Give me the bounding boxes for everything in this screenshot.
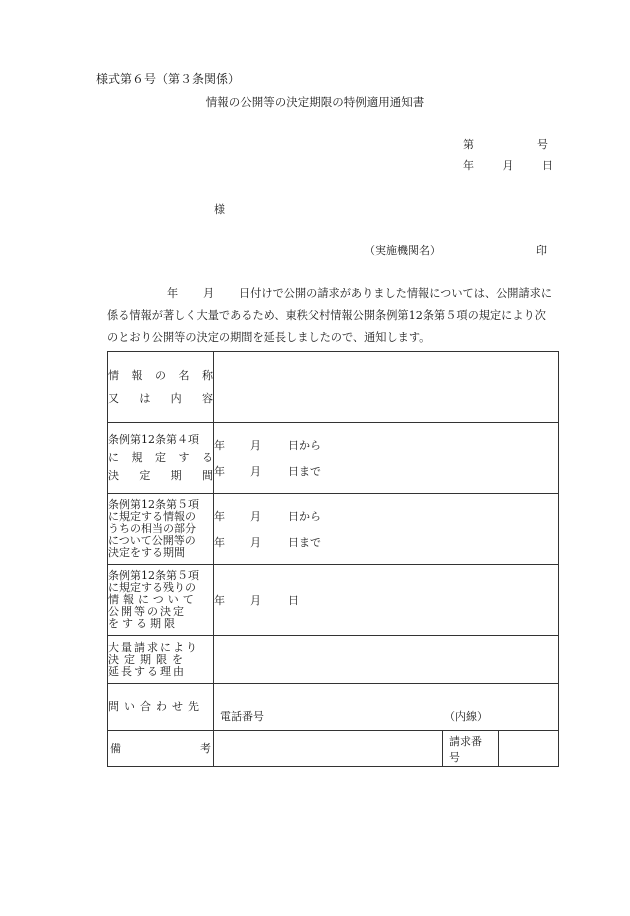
char: 内 [170,391,182,405]
phone-label: 電話番号 [220,710,264,723]
day-unit: 日まで [288,465,321,478]
char: 定 [139,469,151,482]
document-number-suffix: 号 [537,138,548,151]
day-unit: 日から [288,439,321,452]
info-name-field[interactable] [214,352,559,423]
char: 規 [131,451,143,464]
document-title: 情報の公開等の決定期限の特例適用通知書 [205,95,425,109]
request-number-text: 請求番号 [449,734,482,764]
label-line: 大量請求により [108,640,199,654]
row-contact [108,684,559,731]
month-unit: 月 [250,536,261,549]
remarks-field[interactable] [214,731,443,767]
label-line: 決定期限を [108,652,188,666]
row-article-4-period [108,423,559,494]
label-line: をする期限 [108,617,178,630]
label-line: 情報について [108,593,198,606]
label-line: 条例第12条第５項 [108,498,199,511]
period-to [214,463,558,479]
char: 情 [108,368,119,382]
article-5-remaining-label [108,565,214,636]
article-4-label-line-1: 条例第12条第４項 [108,433,199,446]
article-5-remaining-field[interactable] [214,565,559,636]
year-unit: 年 [214,465,225,478]
issue-date [463,157,553,173]
notice-body [107,283,567,349]
deadline-date [214,592,558,608]
year-unit: 年 [214,510,225,523]
body-year: 年 [167,287,179,300]
row-extension-reason [108,636,559,684]
row-info-name [108,352,559,423]
char: の [155,368,166,382]
contact-label [108,684,214,731]
article-4-period-label [108,423,214,494]
year-unit: 年 [214,536,225,549]
label-line: 延長する理由 [108,664,186,678]
label-line: 条例第12条第５項 [108,569,199,582]
year-unit: 年 [214,439,225,452]
char: 考 [200,741,211,755]
notice-body-line-2: 係る情報が著しく大量であるため、東秩父村情報公開条例第12条第５項の規定により次 [107,309,546,322]
label-line: 決定をする期間 [108,546,185,559]
extension-reason-field[interactable] [214,636,559,684]
article-4-period-field[interactable] [214,423,559,494]
char: る [202,451,213,464]
month-unit: 月 [250,510,261,523]
label-line: 公開等の決定 [108,605,186,618]
seal-mark: 印 [536,244,547,257]
addressee-suffix: 様 [214,203,225,216]
day-unit: 日まで [288,536,321,549]
month-unit: 月 [250,594,261,607]
period-from [214,437,558,453]
label-line: について公開等の [108,534,196,547]
label-line: に規定する情報の [108,510,196,523]
request-number-label [443,731,499,767]
extension-label: （内線） [444,710,488,723]
issue-date-day: 日 [542,159,553,172]
day-unit: 日 [288,594,299,607]
day-unit: 日から [288,510,321,523]
contact-field[interactable] [214,684,559,731]
article-5-partial-field[interactable] [214,494,559,565]
row-remarks [108,731,559,767]
label-line: うちの相当の部分 [108,522,196,535]
char: 称 [202,368,213,382]
contact-label-text: 問い合わせ先 [108,700,204,713]
document-number-label: 第 [463,138,474,151]
year-unit: 年 [214,594,225,607]
row-article-5-partial-period [108,494,559,565]
form-number: 様式第６号（第３条関係） [96,72,241,86]
body-line-1-text: 日付けで公開の請求がありました情報については、公開請求に [239,287,553,300]
issue-date-month: 月 [502,159,514,172]
request-number-field[interactable] [499,731,559,767]
char: 期 [170,469,182,482]
char: 決 [108,469,119,482]
month-unit: 月 [250,465,261,478]
notice-table [107,351,559,767]
char: 報 [131,368,143,382]
char: 間 [201,469,213,482]
char: 備 [110,741,121,755]
char: に [108,451,119,464]
char: 又 [108,391,119,405]
month-unit: 月 [250,439,261,452]
body-month: 月 [203,287,215,300]
notice-body-line-3: のとおり公開等の決定の期間を延長しましたので、通知します。 [107,331,431,344]
notice-body-line-1 [107,283,567,305]
period-from [214,508,558,524]
char: は [139,391,151,405]
remarks-label [108,731,214,767]
label-line: に規定する残りの [108,581,196,594]
issue-date-year: 年 [463,159,474,172]
char: 定 [155,451,166,464]
info-name-label [108,352,214,423]
extension-reason-label [108,636,214,684]
char: 名 [178,368,190,382]
char: す [178,451,190,464]
period-to [214,534,558,550]
char: 容 [201,391,213,405]
agency-name-label: （実施機関名） [364,244,441,257]
row-article-5-remaining-deadline [108,565,559,636]
article-5-partial-label [108,494,214,565]
